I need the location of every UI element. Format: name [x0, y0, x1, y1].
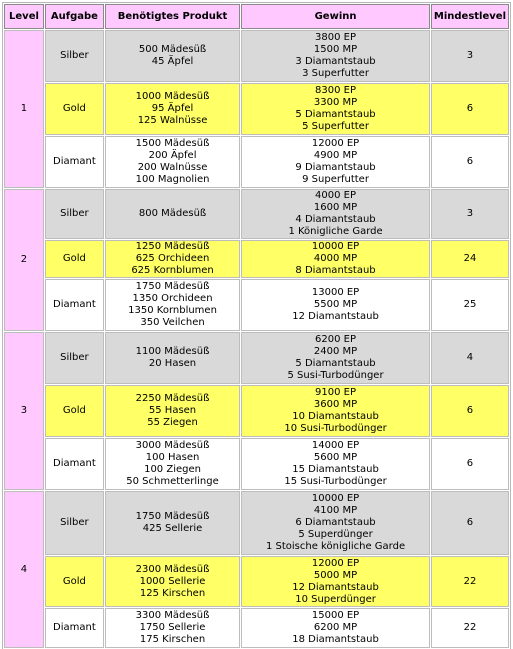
table-row: [4, 30, 509, 82]
aufgabe-cell: Diamant: [45, 279, 104, 331]
aufgabe-cell: Gold: [45, 83, 104, 135]
gewinn-cell: [241, 30, 430, 82]
cell-line: 15000 EP: [311, 610, 360, 621]
table-row: [4, 332, 509, 384]
cell-line: 8300 EP: [315, 85, 357, 96]
cell-line: 3000 Mädesüß: [135, 440, 210, 451]
produkt-cell: [105, 556, 240, 607]
produkt-cell: [105, 189, 240, 239]
produkt-cell: [105, 30, 240, 82]
cell-line: 625 Orchideen: [135, 253, 210, 264]
cell-line: 125 Walnüsse: [137, 115, 208, 126]
level-cell: 2: [4, 189, 44, 331]
header-mindestlevel: Mindestlevel: [431, 4, 509, 29]
cell-line: 800 Mädesüß: [138, 208, 207, 219]
mindestlevel-cell: 6: [431, 83, 509, 135]
mindestlevel-cell: 4: [431, 332, 509, 384]
level-cell: 3: [4, 332, 44, 490]
level-cell: 1: [4, 30, 44, 188]
table-body: [4, 30, 509, 648]
gewinn-cell: [241, 332, 430, 384]
gewinn-cell: [241, 136, 430, 188]
level-cell: 4: [4, 491, 44, 648]
gewinn-cell: [241, 608, 430, 648]
cell-line: 200 Äpfel: [148, 150, 197, 161]
cell-line: 4900 MP: [313, 150, 358, 161]
cell-line: 1500 Mädesüß: [135, 138, 210, 149]
header-row: [4, 4, 509, 29]
cell-line: 55 Ziegen: [147, 417, 198, 428]
cell-line: 3 Superfutter: [302, 68, 369, 79]
quest-table-frame: [2, 2, 511, 649]
aufgabe-cell: Diamant: [45, 438, 104, 490]
table-row: [4, 556, 509, 607]
cell-line: 4000 MP: [313, 253, 358, 264]
table-row: [4, 279, 509, 331]
cell-line: 1750 Mädesüß: [135, 511, 210, 522]
cell-line: 625 Kornblumen: [131, 265, 214, 276]
cell-line: 1750 Sellerie: [139, 622, 206, 633]
aufgabe-cell: Gold: [45, 240, 104, 278]
mindestlevel-cell: 6: [431, 385, 509, 437]
cell-line: 125 Kirschen: [139, 587, 206, 599]
cell-line: 6200 MP: [313, 622, 358, 633]
cell-line: 13000 EP: [311, 287, 360, 298]
cell-line: 100 Magnolien: [135, 174, 210, 185]
cell-line: 175 Kirschen: [139, 634, 206, 645]
cell-line: 5000 MP: [313, 569, 358, 581]
gewinn-cell: [241, 240, 430, 278]
cell-line: 1350 Orchideen: [132, 293, 213, 304]
cell-line: 5 Susi-Turbodünger: [287, 370, 384, 381]
cell-line: 6 Diamantstaub: [295, 517, 376, 528]
cell-line: 4 Diamantstaub: [295, 214, 376, 225]
cell-line: 55 Hasen: [148, 405, 197, 416]
table-row: [4, 136, 509, 188]
mindestlevel-cell: 25: [431, 279, 509, 331]
cell-line: 350 Veilchen: [140, 317, 205, 328]
mindestlevel-cell: 24: [431, 240, 509, 278]
cell-line: 5 Diamantstaub: [295, 358, 376, 369]
cell-line: 100 Hasen: [145, 452, 200, 463]
mindestlevel-cell: 6: [431, 438, 509, 490]
aufgabe-cell: Silber: [45, 30, 104, 82]
cell-line: 14000 EP: [311, 440, 360, 451]
cell-line: 100 Ziegen: [144, 464, 201, 475]
cell-line: 1000 Mädesüß: [135, 91, 210, 102]
cell-line: 45 Äpfel: [151, 56, 194, 67]
cell-line: 8 Diamantstaub: [295, 265, 376, 276]
produkt-cell: [105, 83, 240, 135]
cell-line: 1750 Mädesüß: [135, 281, 210, 292]
cell-line: 10000 EP: [311, 241, 360, 252]
table-row: [4, 83, 509, 135]
aufgabe-cell: Diamant: [45, 136, 104, 188]
header-aufgabe: Aufgabe: [45, 4, 104, 29]
table-row: [4, 491, 509, 555]
cell-line: 15 Susi-Turbodünger: [284, 476, 387, 487]
mindestlevel-cell: 22: [431, 556, 509, 607]
cell-line: 18 Diamantstaub: [292, 634, 379, 645]
header-produkt: Benötigtes Produkt: [105, 4, 240, 29]
mindestlevel-cell: 6: [431, 136, 509, 188]
gewinn-cell: [241, 385, 430, 437]
cell-line: 1500 MP: [313, 44, 358, 55]
table-row: [4, 189, 509, 239]
cell-line: 4000 EP: [315, 190, 357, 201]
cell-line: 10 Susi-Turbodünger: [284, 423, 387, 434]
cell-line: 200 Walnüsse: [137, 162, 208, 173]
cell-line: 12000 EP: [311, 557, 360, 569]
header-gewinn: Gewinn: [241, 4, 430, 29]
cell-line: 12 Diamantstaub: [292, 311, 379, 322]
cell-line: 9 Diamantstaub: [295, 162, 376, 173]
cell-line: 10000 EP: [311, 493, 360, 504]
cell-line: 2250 Mädesüß: [135, 393, 210, 404]
cell-line: 4100 MP: [313, 505, 358, 516]
cell-line: 9 Superfutter: [302, 174, 369, 185]
produkt-cell: [105, 491, 240, 555]
gewinn-cell: [241, 438, 430, 490]
cell-line: 10 Superdünger: [295, 593, 376, 605]
cell-line: 1000 Sellerie: [139, 575, 206, 587]
gewinn-cell: [241, 189, 430, 239]
cell-line: 3800 EP: [315, 32, 357, 43]
mindestlevel-cell: 3: [431, 189, 509, 239]
cell-line: 1600 MP: [313, 202, 358, 213]
cell-line: 12 Diamantstaub: [292, 581, 379, 593]
header-level: Level: [4, 4, 44, 29]
cell-line: 5 Superdünger: [298, 529, 373, 540]
cell-line: 12000 EP: [311, 138, 360, 149]
cell-line: 5 Superfutter: [302, 121, 369, 132]
aufgabe-cell: Diamant: [45, 608, 104, 648]
table-row: [4, 608, 509, 648]
aufgabe-cell: Silber: [45, 189, 104, 239]
produkt-cell: [105, 136, 240, 188]
produkt-cell: [105, 385, 240, 437]
produkt-cell: [105, 279, 240, 331]
cell-line: 10 Diamantstaub: [292, 411, 379, 422]
table-row: [4, 438, 509, 490]
quest-table: [3, 3, 510, 649]
cell-line: 6200 EP: [315, 334, 357, 345]
produkt-cell: [105, 240, 240, 278]
aufgabe-cell: Silber: [45, 491, 104, 555]
mindestlevel-cell: 3: [431, 30, 509, 82]
cell-line: 5500 MP: [313, 299, 358, 310]
cell-line: 20 Hasen: [148, 358, 197, 369]
cell-line: 2400 MP: [313, 346, 358, 357]
mindestlevel-cell: 6: [431, 491, 509, 555]
gewinn-cell: [241, 556, 430, 607]
cell-line: 3600 MP: [313, 399, 358, 410]
cell-line: 1 Königliche Garde: [288, 226, 383, 237]
cell-line: 50 Schmetterlinge: [126, 476, 219, 487]
cell-line: 3 Diamantstaub: [295, 56, 376, 67]
gewinn-cell: [241, 83, 430, 135]
aufgabe-cell: Gold: [45, 385, 104, 437]
cell-line: 9100 EP: [315, 387, 357, 398]
cell-line: 1250 Mädesüß: [135, 241, 210, 252]
mindestlevel-cell: 22: [431, 608, 509, 648]
cell-line: 5600 MP: [313, 452, 358, 463]
cell-line: 15 Diamantstaub: [292, 464, 379, 475]
cell-line: 3300 Mädesüß: [135, 610, 210, 621]
table-row: [4, 385, 509, 437]
cell-line: 425 Sellerie: [142, 523, 203, 534]
cell-line: 2300 Mädesüß: [135, 563, 210, 575]
gewinn-cell: [241, 491, 430, 555]
cell-line: 95 Äpfel: [151, 103, 194, 114]
table-row: [4, 240, 509, 278]
gewinn-cell: [241, 279, 430, 331]
cell-line: 3300 MP: [313, 97, 358, 108]
produkt-cell: [105, 438, 240, 490]
cell-line: 1350 Kornblumen: [128, 305, 217, 316]
cell-line: 5 Diamantstaub: [295, 109, 376, 120]
aufgabe-cell: Silber: [45, 332, 104, 384]
cell-line: 1 Stoische königliche Garde: [265, 541, 406, 552]
cell-line: 1100 Mädesüß: [135, 346, 210, 357]
produkt-cell: [105, 608, 240, 648]
aufgabe-cell: Gold: [45, 556, 104, 607]
produkt-cell: [105, 332, 240, 384]
cell-line: 500 Mädesüß: [138, 44, 207, 55]
